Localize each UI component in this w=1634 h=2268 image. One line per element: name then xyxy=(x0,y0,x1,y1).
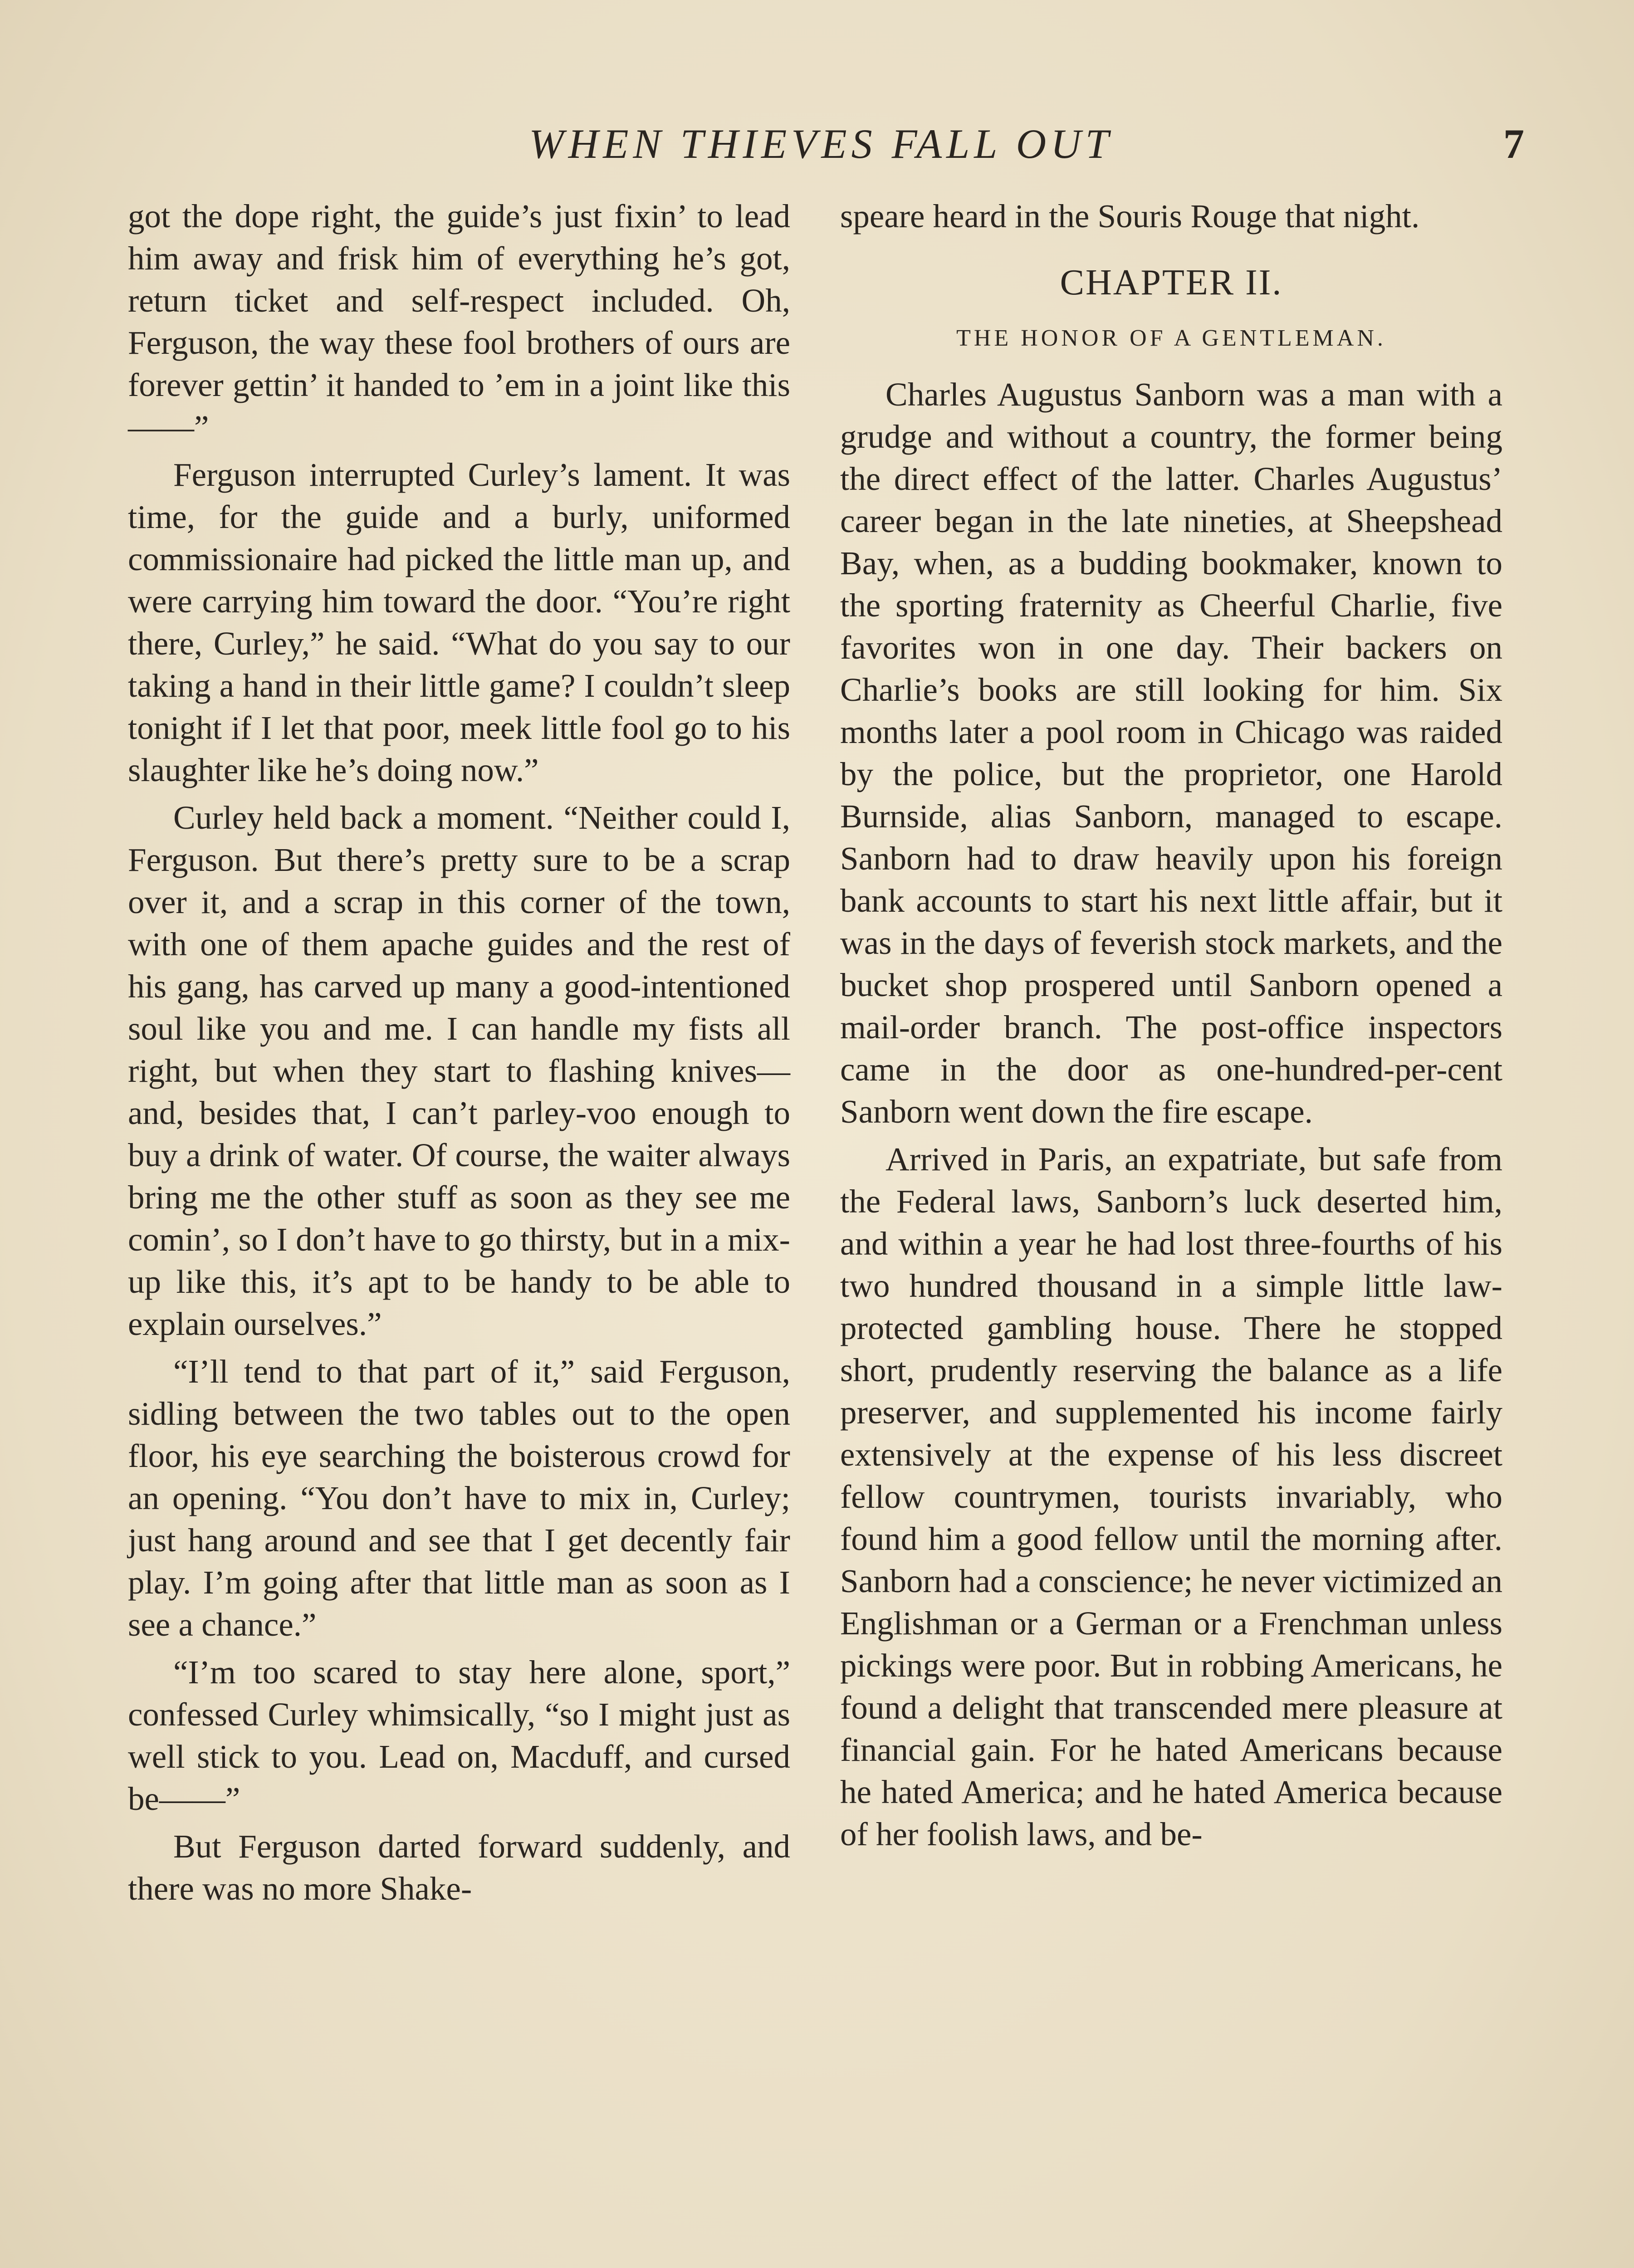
paragraph: speare heard in the Souris Rouge that night. xyxy=(840,198,1420,235)
chapter-subtitle: THE HONOR OF A GENTLEMAN. xyxy=(956,325,1386,351)
paragraph: Charles Augustus Sanborn was a man with a grudge and without a country, the former being the direct effect of the latter. Charles Augustus’ career began in the late nineties, at Sheepshead Bay, when, as a budding bookmaker, known to the sporting fraternity as Cheerful Charlie, five favorites won in one day. Their backers on Charlie’s books are still looking for him. Six months later a pool room in Chicago was raided by the police, but the proprietor, one Harold Burnside, alias Sanborn, managed to escape. Sanborn had to draw heavily upon his foreign bank accounts to start his next little affair, but it was in the days of feverish stock markets, and the bucket shop prospered until Sanborn opened a mail-order branch. The post-office inspectors came in the door as one-hundred-per-cent Sanborn went down the fire escape. xyxy=(840,376,1502,1130)
chapter-title: CHAPTER II. xyxy=(1060,263,1283,303)
paragraph: Curley held back a moment. “Neither could I, Ferguson. But there’s pretty sure to be a scrap over it, and a scrap in this corner of the town, with one of them apache guides and the rest of his gang, has carved up many a good-intentioned soul like you and me. I can handle my fists all right, but when they start to flashing knives—and, besides that, I can’t parley-voo enough to buy a drink of water. Of course, the waiter always bring me the other stuff as soon as they see me comin’, so I don’t have to go thirsty, but in a mix-up like this, it’s apt to be handy to be able to explain ourselves.” xyxy=(128,799,790,1342)
paragraph: Arrived in Paris, an expatriate, but safe from the Federal laws, Sanborn’s luck deserted him, and within a year he had lost three-fourths of his two hundred thousand in a simple little law-protected gambling house. There he stopped short, prudently reserving the balance as a life preserver, and supplemented his income fairly extensively at the expense of his less discreet fellow countrymen, tourists invariably, who found him a good fellow until the morning after. Sanborn had a conscience; he never victimized an Englishman or a German or a Frenchman unless pickings were poor. But in robbing Americans, he found a delight that transcended mere pleasure at financial gain. For he hated Americans because he hated America; and he hated America because of her foolish laws, and be- xyxy=(840,1141,1502,1853)
paragraph: Ferguson interrupted Curley’s lament. It was time, for the guide and a burly, uniformed commissionaire had picked the little man up, and were carrying him toward the door. “You’re right there, Curley,” he said. “What do you say to our taking a hand in their little game? I couldn’t sleep tonight if I let that poor, meek little fool go to his slaughter like he’s doing now.” xyxy=(128,456,790,788)
running-title: WHEN THIEVES FALL OUT xyxy=(529,121,1113,167)
paragraph: But Ferguson darted forward suddenly, and there was no more Shake- xyxy=(128,1828,790,1907)
page-number: 7 xyxy=(1503,121,1524,167)
paragraph: “I’m too scared to stay here alone, sport,” confessed Curley whimsically, “so I might just as well stick to you. Lead on, Macduff, and cursed be——” xyxy=(128,1654,790,1817)
paragraph: got the dope right, the guide’s just fixin’ to lead him away and frisk him of everything he’s got, return ticket and self-respect included. Oh, Ferguson, the way these fool brothers of ours are forever gettin’ it handed to ’em in a joint like this——” xyxy=(128,198,790,445)
left-column xyxy=(128,195,790,1910)
paragraph: “I’ll tend to that part of it,” said Ferguson, sidling between the two tables out to the open floor, his eye searching the boisterous crowd for an opening. “You don’t have to mix in, Curley; just hang around and see that I get decently fair play. I’m going after that little man as soon as I see a chance.” xyxy=(128,1353,790,1643)
right-column xyxy=(840,195,1502,1855)
